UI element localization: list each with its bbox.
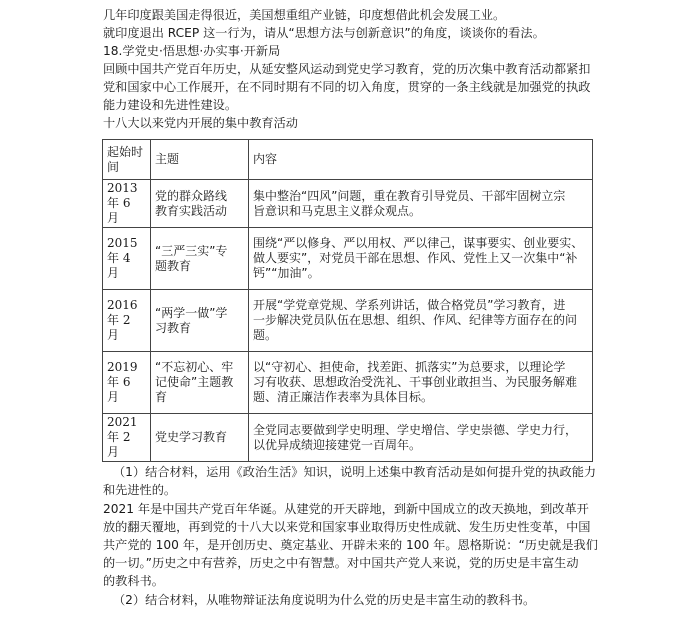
- para-2-line-4: 的一切。”历史之中有营养，历史之中有智慧。对中国共产党人来说，党的历史是丰富生动: [103, 556, 579, 570]
- row-content: 开展“学党章党规、学系列讲话，做合格党员”学习教育，进 一步解决党员队伍在思想、组织、作风、纪律等方面存在的问 题。: [249, 290, 593, 352]
- section-18-para-line-2: 党和国家中心工作展开，在不同时期有不同的切入角度，贯穿的一条主线就是加强党的执政: [103, 80, 591, 94]
- section-18-para-line-1: 回顾中国共产党百年历史，从延安整风运动到党史学习教育，党的历次集中教育活动都紧扣: [103, 62, 591, 76]
- table-row: [103, 228, 593, 290]
- intro-line-1: 几年印度跟美国走得很近，美国想重组产业链，印度想借此机会发展工业。: [103, 8, 506, 22]
- table-title: 十八大以来党内开展的集中教育活动: [103, 116, 298, 130]
- table-row: [103, 180, 593, 228]
- row-theme: “三严三实”专 题教育: [151, 228, 249, 290]
- row-time: 2013 年 6 月: [103, 180, 151, 228]
- row-theme: 党的群众路线 教育实践活动: [151, 180, 249, 228]
- header-theme: 主题: [151, 140, 249, 180]
- table-header-row: [103, 140, 593, 180]
- row-time: 2016 年 2 月: [103, 290, 151, 352]
- question-2: （2）结合材料，从唯物辩证法角度说明为什么党的历史是丰富生动的教科书。: [113, 593, 536, 607]
- para-2-line-2: 放的翻天覆地，再到党的十八大以来党和国家事业取得历史性成就、发生历史性变革，中国: [103, 520, 591, 534]
- row-content: 全党同志要做到学史明理、学史增信、学史崇德、学史力行， 以优异成绩迎接建党一百周年。: [249, 414, 593, 462]
- header-content: 内容: [249, 140, 593, 180]
- header-start-time: 起始时间: [103, 140, 151, 180]
- row-time: 2019 年 6 月: [103, 352, 151, 414]
- para-2-line-3: 共产党的 100 年，是开创历史、奠定基业、开辟未来的 100 年。恩格斯说：“历史就是我们: [103, 538, 598, 552]
- section-18-heading: 18.学党史·悟思想·办实事·开新局: [103, 44, 281, 58]
- intro-line-2: 就印度退出 RCEP 这一行为，请从“思想方法与创新意识”的角度，谈谈你的看法。: [103, 26, 545, 40]
- row-content: 以“守初心、担使命，找差距、抓落实”为总要求，以理论学 习有收获、思想政治受洗礼、干事创业敢担当、为民服务解难 题、清正廉洁作表率为具体目标。: [249, 352, 593, 414]
- row-content: 集中整治“四风”问题，重在教育引导党员、干部牢固树立宗 旨意识和马克思主义群众观点。: [249, 180, 593, 228]
- section-18-para-line-3: 能力建设和先进性建设。: [103, 98, 238, 112]
- row-theme: 党史学习教育: [151, 414, 249, 462]
- row-time: 2015 年 4 月: [103, 228, 151, 290]
- table-row: [103, 352, 593, 414]
- question-1-line-2: 和先进性的。: [103, 483, 177, 497]
- table-row: [103, 414, 593, 462]
- para-2-line-1: 2021 年是中国共产党百年华诞。从建党的开天辟地，到新中国成立的改天换地，到改革开: [103, 502, 589, 516]
- row-theme: “两学一做”学 习教育: [151, 290, 249, 352]
- education-activities-table: [102, 139, 593, 462]
- table-row: [103, 290, 593, 352]
- para-2-line-5: 的教科书。: [103, 574, 164, 588]
- row-content: 围绕“严以修身、严以用权、严以律己，谋事要实、创业要实、 做人要实”，对党员干部在思想、作风、党性上又一次集中“补 钙”“加油”。: [249, 228, 593, 290]
- row-theme: “不忘初心、牢 记使命”主题教 育: [151, 352, 249, 414]
- question-1-line-1: （1）结合材料，运用《政治生活》知识，说明上述集中教育活动是如何提升党的执政能力: [113, 465, 597, 479]
- row-time: 2021 年 2 月: [103, 414, 151, 462]
